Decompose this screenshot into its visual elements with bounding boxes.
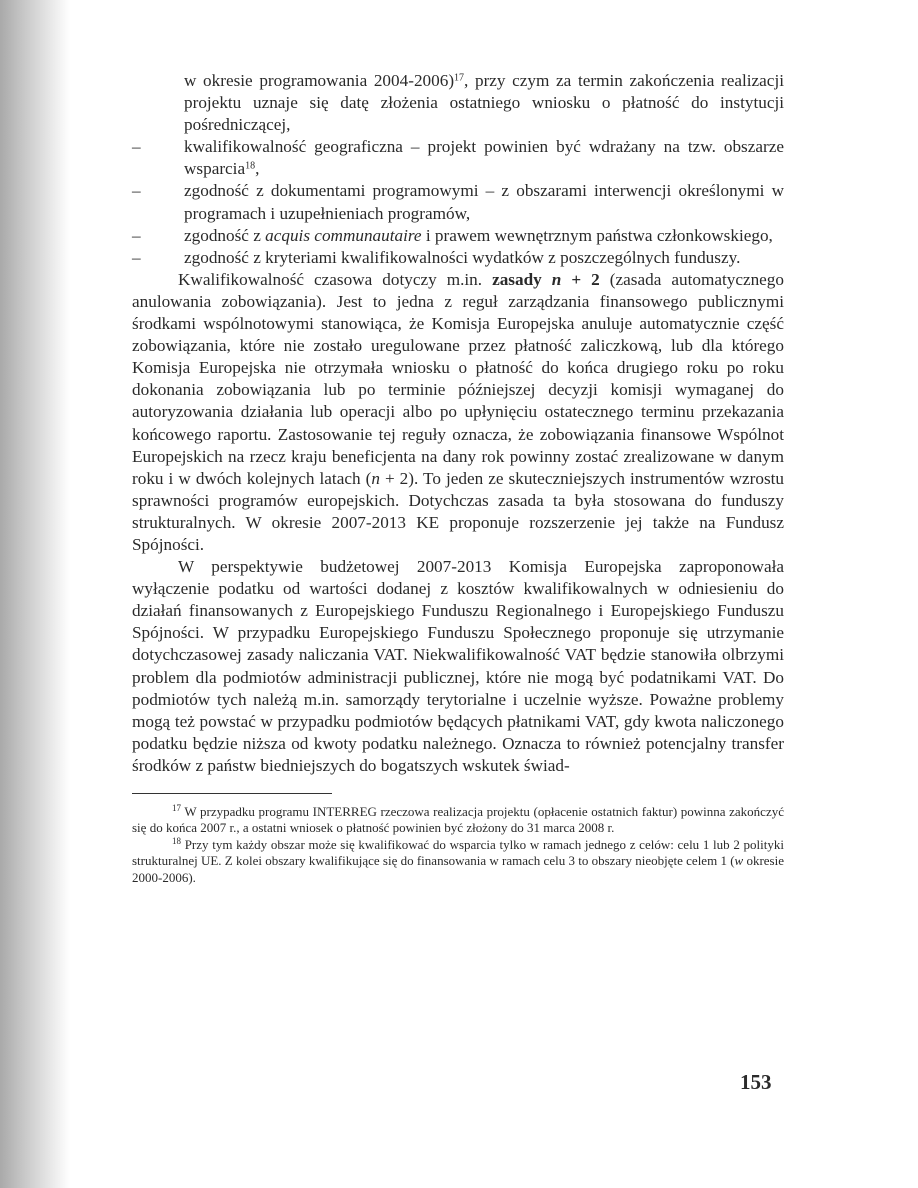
footnote-italic: w — [734, 853, 744, 869]
list-item-text: zgodność z kryteriami kwalifikowalności wydatków z poszczególnych funduszy. — [184, 247, 741, 267]
paragraph-text: (zasada automatycznego anulowania zobowiązania). Jest to jedna z reguł zarządzania finansowego publicznymi środkami wspólnotowymi stanowiąca, że Komisja Europejska anuluje automatycznie część zobowiązania, które nie zostało uregulowane przez płatność zaliczkową, lub dla którego Komisja Europejska nie otrzymała wniosku o płatność do końca drugiego roku po roku dokonania zobowiązania lub po terminie późniejszej decyzji komisji wymaganej do autoryzowania działania lub operacji albo po upłynięciu ostatecznego terminu przekazania końcowego raportu. Zastosowanie tej reguły oznacza, że zobowiązania finansowe Wspólnot Europejskich na rzecz kraju beneficjenta na dany rok powinny zostać zrealizowane w danym roku i w dwóch kolejnych latach ( — [132, 269, 784, 488]
paragraph-text: Kwalifikowalność czasowa dotyczy m.in. — [178, 269, 493, 289]
footnote-18 — [132, 837, 784, 886]
footnote-ref-18: 18 — [245, 160, 256, 172]
book-spine-shadow — [0, 0, 70, 1188]
list-item-text: zgodność z dokumentami programowymi – z obszarami interwencji określonymi w programach i uzupełnieniach programów, — [184, 181, 784, 223]
page-body — [132, 70, 784, 886]
footnote-number: 17 — [172, 803, 181, 814]
carryover-paragraph — [132, 70, 784, 136]
carryover-text: w okresie programowania 2004-2006) — [184, 71, 455, 90]
bold-term — [492, 270, 600, 289]
bold-term-n: n — [551, 269, 562, 289]
list-item-text-end: i prawem wewnętrznym państwa członkowskiego, — [421, 225, 773, 245]
footnote-text-end: okresie 2000-2006). — [132, 853, 784, 885]
bold-term-text: zasady — [492, 269, 552, 289]
dash-bullet: – — [132, 137, 141, 157]
footnote-number: 18 — [172, 835, 181, 846]
paragraph-n-plus-2 — [132, 269, 784, 556]
paragraph-text: + 2). To jeden ze skuteczniejszych instrumentów wzrostu sprawności programów europejskich. Dotychczas zasada ta była stosowana do funduszy strukturalnych. W okresie 2007-2013 KE proponuje rozszerzenie jej także na Fundusz Spójności. — [132, 468, 785, 554]
list-item — [132, 180, 784, 224]
bold-term-suffix: + 2 — [561, 269, 600, 289]
dash-bullet: – — [132, 225, 141, 245]
list-item — [132, 136, 784, 180]
footnote-separator — [132, 793, 332, 794]
dash-bullet: – — [132, 181, 141, 201]
footnote-17 — [132, 804, 784, 837]
footnote-text: W przypadku programu INTERREG rzeczowa realizacja projektu (opłacenie ostatnich faktur) powinna zakończyć się do końca 2007 r., a ostatni wniosek o płatność powinien być złożony do 31 marca 2008 r. — [132, 804, 784, 836]
footnote-ref-17: 17 — [454, 72, 465, 84]
list-item-text-end: , — [255, 159, 260, 179]
page-number: 153 — [740, 1070, 772, 1094]
criteria-list — [132, 136, 784, 269]
footnote-text: Przy tym każdy obszar może się kwalifikować do wsparcia tylko w ramach jednego z celów: celu 1 lub 2 polityki strukturalnej UE. Z kolei obszary kwalifikujące się do finansowania w ramach celu 3 to obszary nieobjęte celem 1 ( — [132, 836, 784, 869]
list-item-text: zgodność z — [184, 225, 266, 245]
list-item-text: kwalifikowalność geograficzna – projekt powinien być wdrażany na tzw. obszarze wsparcia — [184, 137, 784, 179]
list-item — [132, 225, 784, 247]
dash-bullet: – — [132, 247, 141, 267]
italic-n: n — [371, 468, 380, 488]
paragraph-vat: W perspektywie budżetowej 2007-2013 Komisja Europejska zaproponowała wyłączenie podatku od wartości dodanej z kosztów kwalifikowalnych w odniesieniu do działań finansowanych z Europejskiego Funduszu Regionalnego i Europejskiego Funduszu Spójności. W przypadku Europejskiego Funduszu Społecznego proponuje się utrzymanie dotychczasowej zasady naliczania VAT. Niekwalifikowalność VAT będzie stanowiła olbrzymi problem dla podmiotów administracji publicznej, które nie mogą być podatnikami VAT. Do podmiotów tych należą m.in. samorządy terytorialne i uczelnie wyższe. Poważne problemy mogą też powstać w przypadku podmiotów będących płatnikami VAT, gdy kwota naliczonego podatku będzie niższa od kwoty podatku należnego. Oznacza to również potencjalny transfer środków z państw biedniejszych do bogatszych wskutek świad- — [132, 557, 784, 775]
list-item — [132, 247, 784, 269]
latin-term: acquis communautaire — [265, 225, 422, 245]
carryover-text-cont: , przy czym za termin zakończenia realizacji projektu uznaje się datę złożenia ostatniego wniosku o płatność do instytucji pośredniczącej, — [184, 71, 784, 135]
